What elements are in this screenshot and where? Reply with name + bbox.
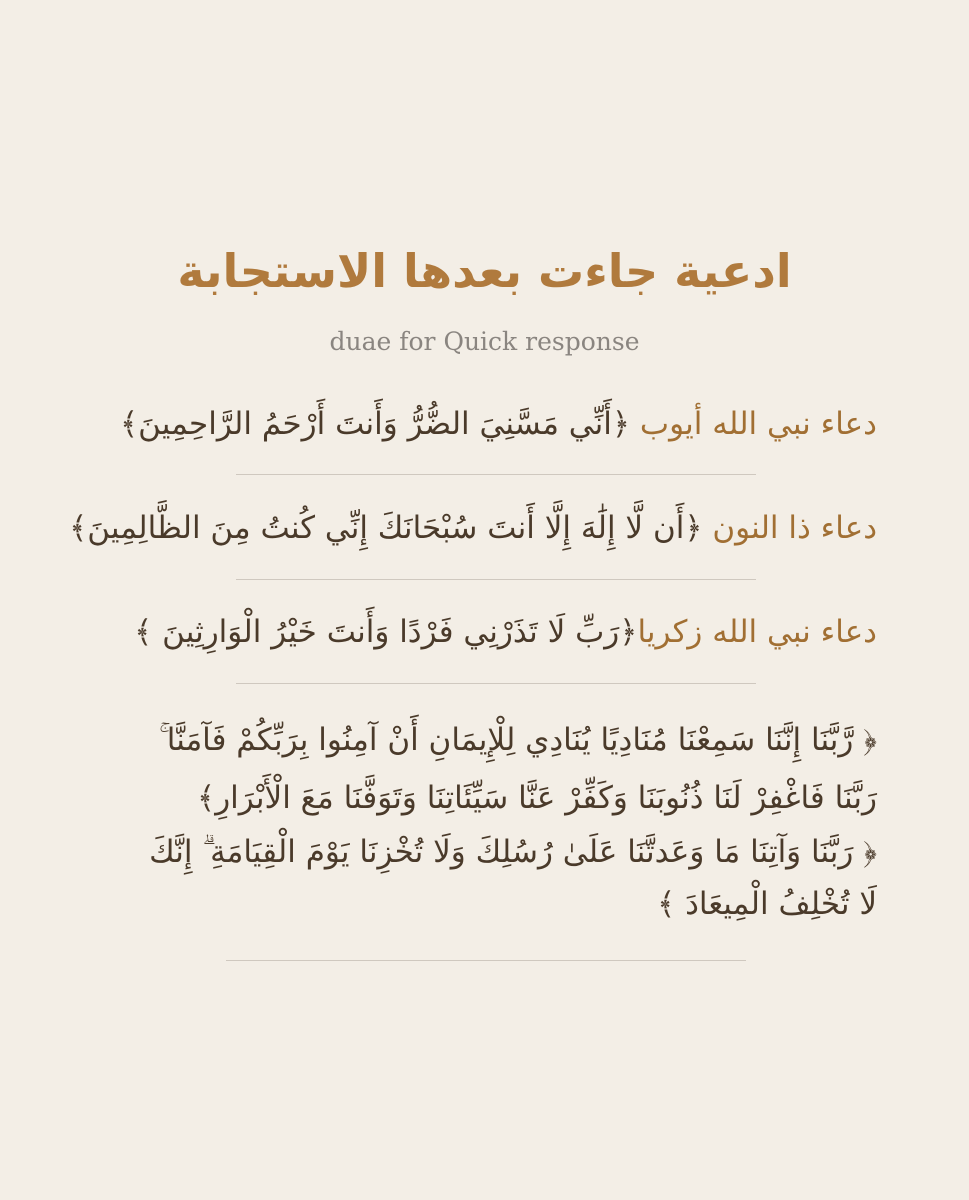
closing-line: ﴿ رَبَّنَا وَآتِنَا مَا وَعَدتَّنَا عَلَىٰ رُسُلِكَ وَلَا تُخْزِنَا يَوْمَ الْقِيَامَةِ ۗ إِنَّكَ bbox=[149, 834, 877, 870]
closing-line: ﴿ رَّبَّنَا إِنَّنَا سَمِعْنَا مُنَادِيًا يُنَادِي لِلْإِيمَانِ أَنْ آمِنُوا بِرَبِّكُمْ فَآمَنَّا ۚ bbox=[159, 722, 877, 758]
dua-label: دعاء ذا النون bbox=[702, 510, 877, 546]
closing-line: رَبَّنَا فَاغْفِرْ لَنَا ذُنُوبَنَا وَكَفِّرْ عَنَّا سَيِّئَاتِنَا وَتَوَفَّنَا مَعَ الْأَبْرَارِ﴾ bbox=[197, 780, 877, 816]
divider bbox=[236, 474, 756, 475]
divider bbox=[236, 683, 756, 684]
dua-zakariya bbox=[134, 610, 877, 654]
dua-verse: ﴿رَبِّ لَا تَذَرْنِي فَرْدًا وَأَنتَ خَيْرُ الْوَارِثِينَ ﴾ bbox=[134, 614, 638, 650]
dua-label: دعاء نبي الله زكريا bbox=[637, 614, 877, 650]
page-subtitle: duae for Quick response bbox=[329, 327, 640, 356]
dua-verse: ﴿أَن لَّا إِلَٰهَ إِلَّا أَنتَ سُبْحَانَكَ إِنِّي كُنتُ مِنَ الظَّالِمِينَ﴾ bbox=[69, 510, 703, 546]
page-title: ادعية جاءت بعدها الاستجابة bbox=[177, 244, 792, 298]
dua-label: دعاء نبي الله أيوب bbox=[630, 406, 877, 442]
divider bbox=[226, 960, 746, 961]
divider bbox=[236, 579, 756, 580]
closing-line: لَا تُخْلِفُ الْمِيعَادَ ﴾ bbox=[657, 886, 877, 922]
dua-ayyub bbox=[120, 402, 877, 446]
dua-verse: ﴿أَنِّي مَسَّنِيَ الضُّرُّ وَأَنتَ أَرْحَمُ الرَّاحِمِينَ﴾ bbox=[120, 406, 631, 442]
dua-dhul-nun bbox=[69, 506, 877, 550]
